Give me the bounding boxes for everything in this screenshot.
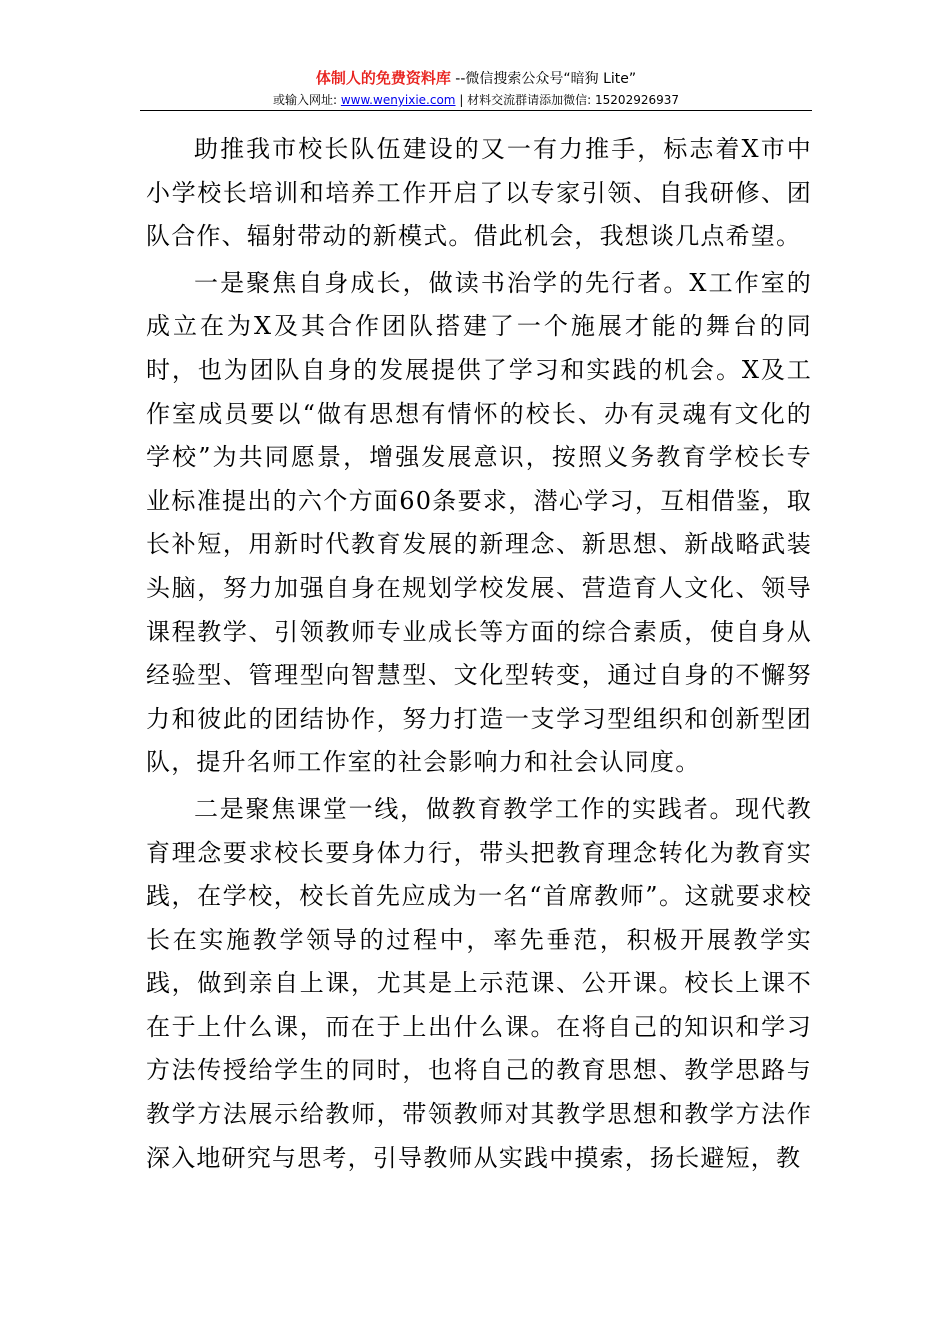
header-url-link[interactable]: www.wenyixie.com (340, 93, 456, 107)
header-url-prefix: 或输入网址: (272, 93, 341, 107)
header-brand: 体制人的免费资料库 (315, 69, 451, 87)
header-line-2 (140, 91, 812, 109)
header-line-1 (140, 68, 812, 89)
header-contact: | 材料交流群请添加微信: 15202926937 (455, 93, 680, 107)
paragraph-1: 助推我市校长队伍建设的又一有力推手，标志着X市中小学校长培训和培养工作开启了以专家引领、自我研修、团队合作、辐射带动的新模式。借此机会，我想谈几点希望。 (146, 135, 812, 251)
header-divider (140, 110, 812, 111)
paragraph-3: 二是聚焦课堂一线，做教育教学工作的实践者。现代教育理念要求校长要身体力行，带头把教育理念转化为教育实践，在学校，校长首先应成为一名“首席教师”。这就要求校长在实施教学领导的过程中，率先垂范，积极开展教学实践，做到亲自上课，尤其是上示范课、公开课。校长上课不在于上什么课，而在于上出什么课。在将自己的知识和学习方法传授给学生的同时，也将自己的教育思想、教学思路与教学方法展示给教师，带领教师对其教学思想和教学方法作深入地研究与思考，引导教师从实践中摸索，扬长避短，教 (146, 794, 812, 1172)
page-header (140, 68, 812, 109)
paragraph-2: 一是聚焦自身成长，做读书治学的先行者。X工作室的成立在为X及其合作团队搭建了一个施展才能的舞台的同时，也为团队自身的发展提供了学习和实践的机会。X及工作室成员要以“做有思想有情怀的校长、办有灵魂有文化的学校”为共同愿景，增强发展意识，按照义务教育学校长专业标准提出的六个方面60条要求，潜心学习，互相借鉴，取长补短，用新时代教育发展的新理念、新思想、新战略武装头脑，努力加强自身在规划学校发展、营造育人文化、领导课程教学、引领教师专业成长等方面的综合素质，使自身从经验型、管理型向智慧型、文化型转变，通过自身的不懈努力和彼此的团结协作，努力打造一支学习型组织和创新型团队，提升名师工作室的社会影响力和社会认同度。 (146, 268, 812, 777)
header-slogan: --微信搜索公众号“暗狗 Lite” (450, 71, 637, 87)
document-body (146, 128, 812, 1183)
